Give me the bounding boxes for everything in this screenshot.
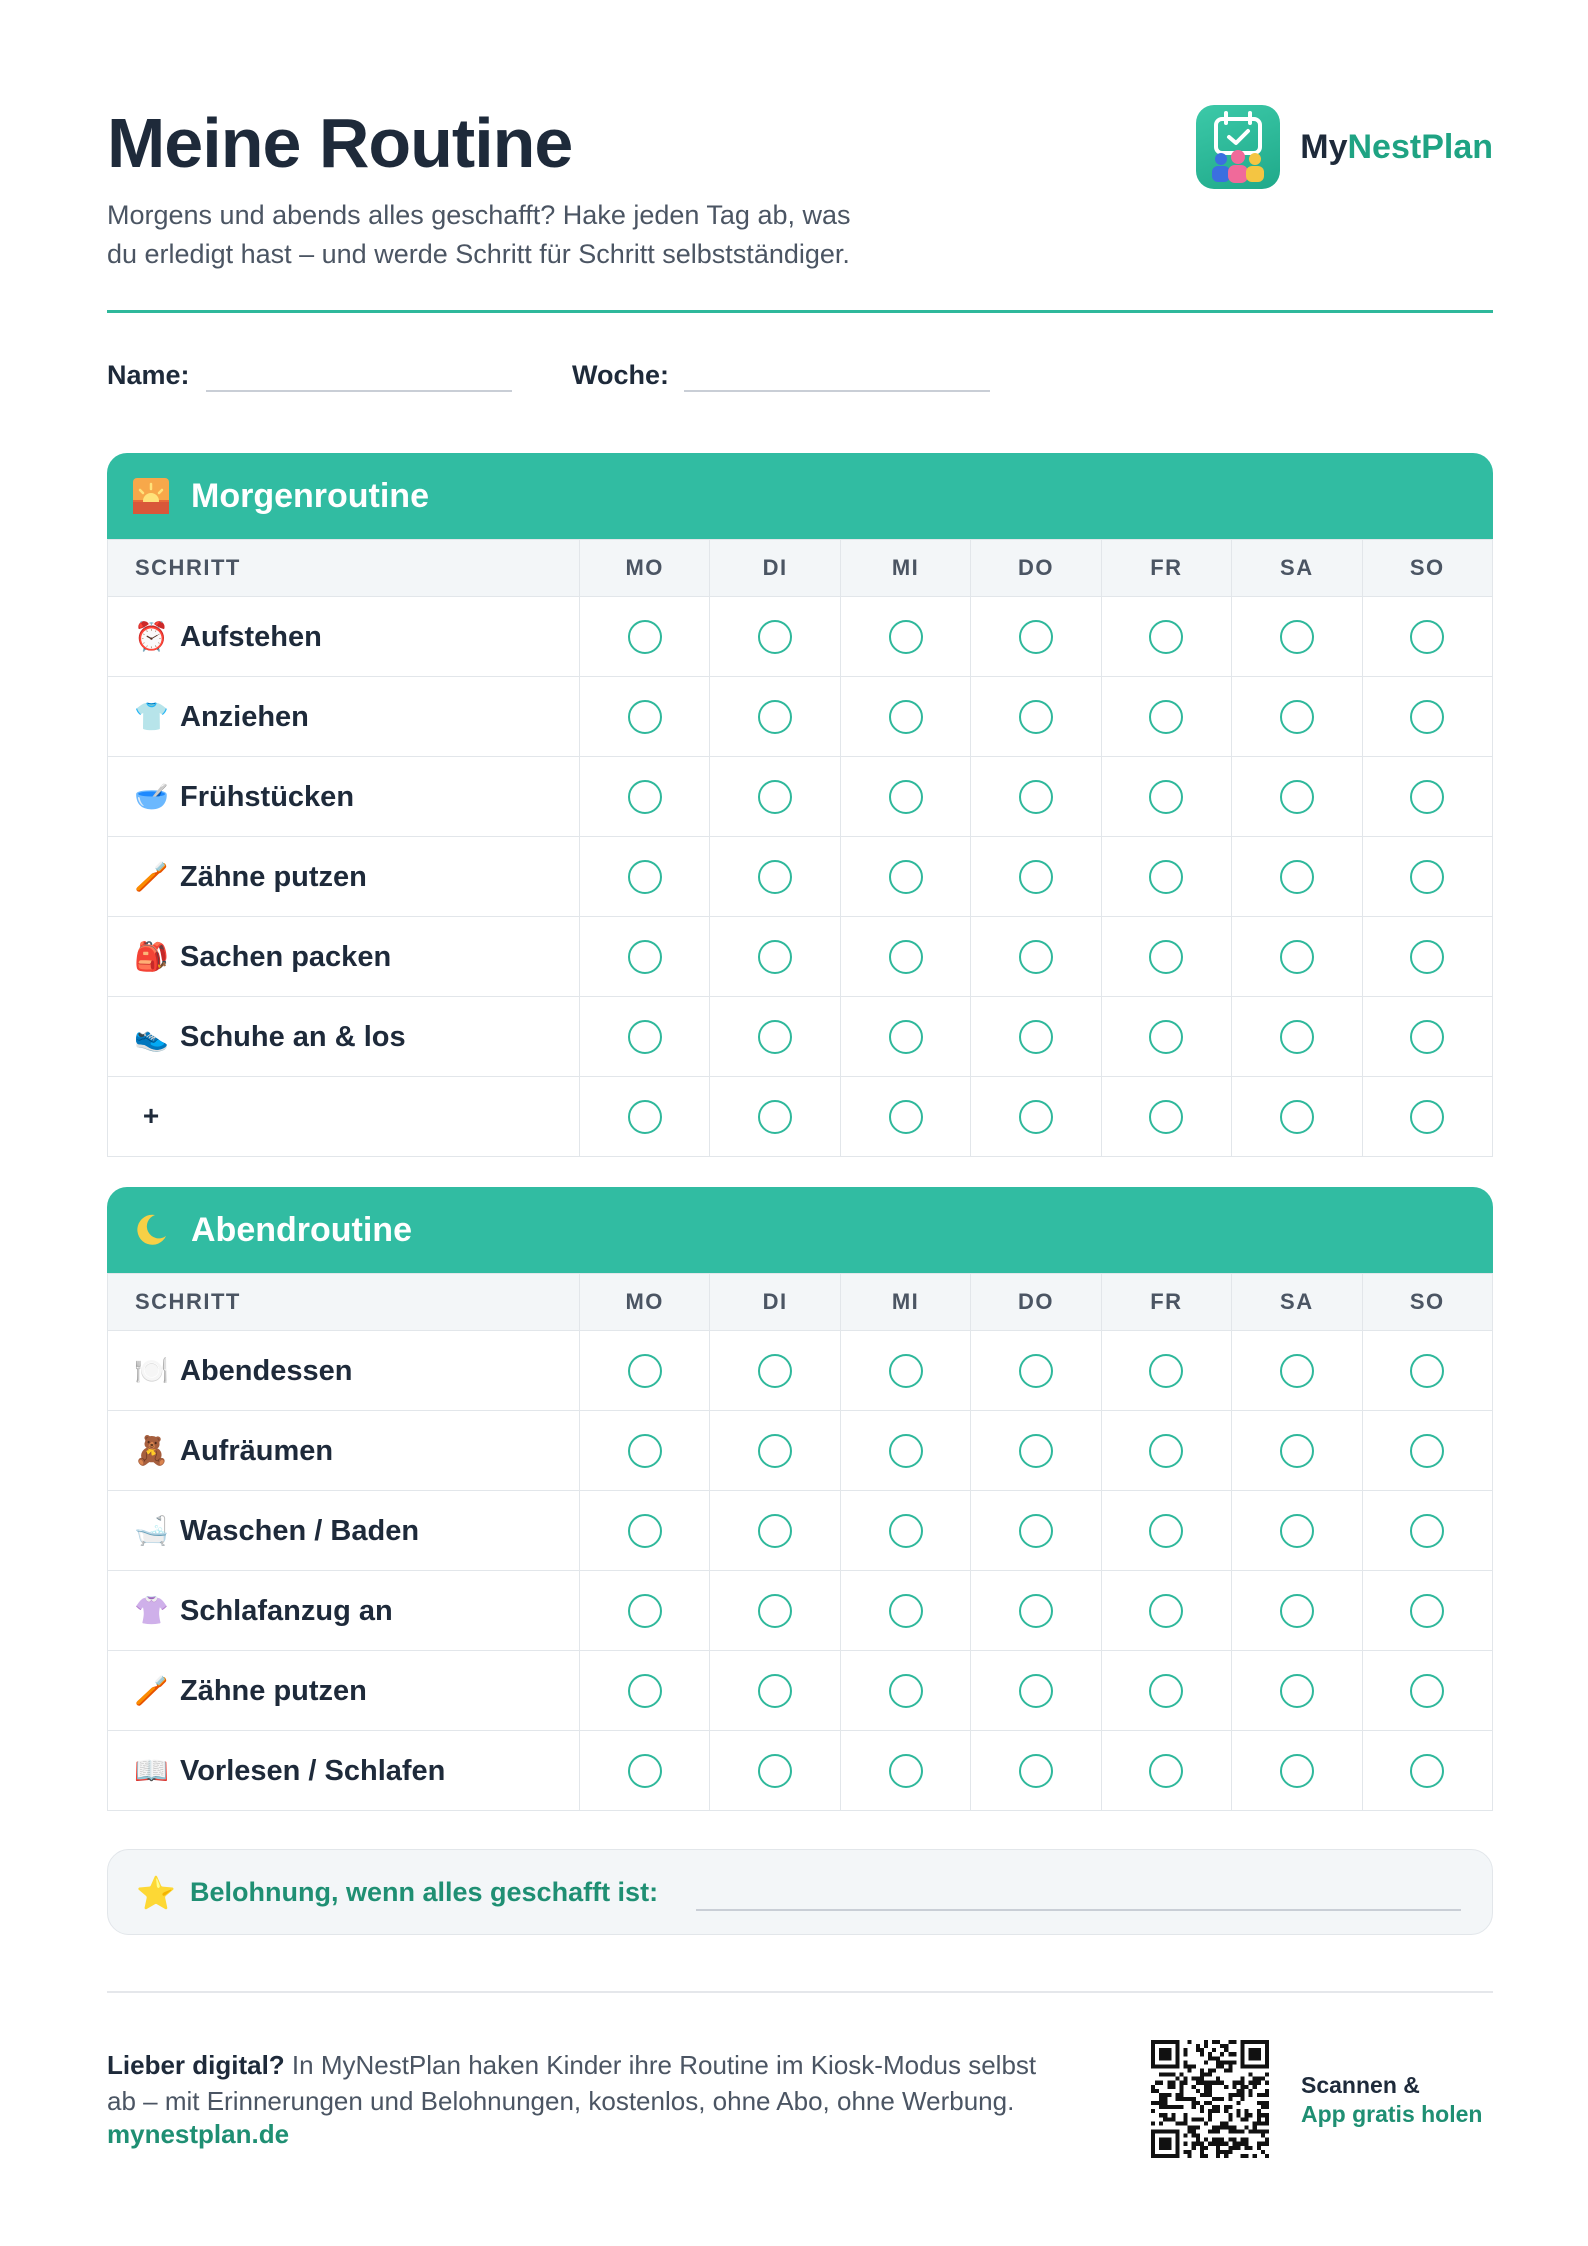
checkbox-di[interactable] xyxy=(758,620,792,654)
day-cell xyxy=(580,997,710,1077)
checkbox-sa[interactable] xyxy=(1280,1594,1314,1628)
checkbox-so[interactable] xyxy=(1410,1434,1444,1468)
checkbox-sa[interactable] xyxy=(1280,1674,1314,1708)
page-subtitle xyxy=(107,196,967,274)
checkbox-mi[interactable] xyxy=(889,780,923,814)
plate-icon: 🍽️ xyxy=(134,1354,169,1386)
day-cell xyxy=(971,757,1101,837)
checkbox-mi[interactable] xyxy=(889,1354,923,1388)
checkbox-do[interactable] xyxy=(1019,1514,1053,1548)
checkbox-fr[interactable] xyxy=(1149,860,1183,894)
checkbox-di[interactable] xyxy=(758,1434,792,1468)
day-cell xyxy=(840,1077,970,1157)
toothbrush-icon: 🪥 xyxy=(134,860,169,892)
day-cell xyxy=(710,1651,840,1731)
day-cell xyxy=(1362,917,1492,997)
day-cell xyxy=(1362,1077,1492,1157)
day-cell xyxy=(1362,677,1492,757)
teddy-bear-icon: 🧸 xyxy=(134,1434,169,1466)
day-header-so: SO xyxy=(1362,540,1492,597)
checkbox-mi[interactable] xyxy=(889,1514,923,1548)
day-header-mi: MI xyxy=(840,540,970,597)
day-cell xyxy=(710,757,840,837)
checkbox-mo[interactable] xyxy=(628,1354,662,1388)
day-cell xyxy=(1232,917,1362,997)
morning-header-row xyxy=(108,540,1493,597)
day-cell xyxy=(840,917,970,997)
checkbox-mo[interactable] xyxy=(628,1434,662,1468)
day-cell xyxy=(710,597,840,677)
step-column-header: SCHRITT xyxy=(108,1274,580,1331)
evening-header-row xyxy=(108,1274,1493,1331)
checkbox-mo[interactable] xyxy=(628,1754,662,1788)
day-cell xyxy=(580,1491,710,1571)
step-label: Zähne putzen xyxy=(180,860,367,893)
brand xyxy=(1196,105,1493,189)
day-cell xyxy=(1232,837,1362,917)
day-header-mo: MO xyxy=(580,1274,710,1331)
step-cell xyxy=(108,1411,580,1491)
checkbox-so[interactable] xyxy=(1410,1354,1444,1388)
checkbox-mo[interactable] xyxy=(628,1674,662,1708)
checkbox-fr[interactable] xyxy=(1149,1434,1183,1468)
day-cell xyxy=(1232,1077,1362,1157)
checkbox-sa[interactable] xyxy=(1280,940,1314,974)
checkbox-mo[interactable] xyxy=(628,1100,662,1134)
checkbox-do[interactable] xyxy=(1019,1674,1053,1708)
day-cell xyxy=(580,1331,710,1411)
checkbox-fr[interactable] xyxy=(1149,1514,1183,1548)
checkbox-so[interactable] xyxy=(1410,620,1444,654)
day-cell xyxy=(710,1331,840,1411)
checkbox-di[interactable] xyxy=(758,940,792,974)
alarm-clock-icon: ⏰ xyxy=(134,620,169,652)
footer-lead: Lieber digital? xyxy=(107,2050,285,2080)
table-row xyxy=(108,1731,1493,1811)
day-cell xyxy=(840,1411,970,1491)
week-input-line[interactable] xyxy=(684,390,990,392)
footer-text-line-2: ab – mit Erinnerungen und Belohnungen, kostenlos, ohne Abo, ohne Werbung. xyxy=(107,2086,1015,2116)
shirt-icon: 👕 xyxy=(134,700,169,732)
day-cell xyxy=(1232,1731,1362,1811)
table-row xyxy=(108,677,1493,757)
checkbox-so[interactable] xyxy=(1410,1754,1444,1788)
checkbox-do[interactable] xyxy=(1019,940,1053,974)
day-cell xyxy=(580,1731,710,1811)
day-cell xyxy=(971,677,1101,757)
day-cell xyxy=(580,597,710,677)
day-cell xyxy=(840,997,970,1077)
table-row xyxy=(108,1491,1493,1571)
checkbox-di[interactable] xyxy=(758,1674,792,1708)
checkbox-so[interactable] xyxy=(1410,1514,1444,1548)
day-cell xyxy=(1362,1491,1492,1571)
subtitle-line-1: Morgens und abends alles geschafft? Hake jeden Tag ab, was xyxy=(107,200,851,230)
checkbox-mo[interactable] xyxy=(628,1020,662,1054)
checkbox-do[interactable] xyxy=(1019,1020,1053,1054)
table-row xyxy=(108,757,1493,837)
day-cell xyxy=(971,917,1101,997)
checkbox-mo[interactable] xyxy=(628,1594,662,1628)
day-cell xyxy=(1232,597,1362,677)
checkbox-so[interactable] xyxy=(1410,1594,1444,1628)
day-cell xyxy=(710,677,840,757)
checkbox-mi[interactable] xyxy=(889,1754,923,1788)
day-cell xyxy=(1362,1331,1492,1411)
day-cell xyxy=(1232,677,1362,757)
day-cell xyxy=(1101,757,1231,837)
table-row xyxy=(108,1411,1493,1491)
step-cell xyxy=(108,677,580,757)
day-header-fr: FR xyxy=(1101,1274,1231,1331)
day-cell xyxy=(1362,1571,1492,1651)
day-cell xyxy=(1232,1571,1362,1651)
checkbox-do[interactable] xyxy=(1019,1100,1053,1134)
toothbrush-icon: 🪥 xyxy=(134,1674,169,1706)
day-cell xyxy=(1362,997,1492,1077)
day-cell xyxy=(971,1491,1101,1571)
checkbox-so[interactable] xyxy=(1410,1020,1444,1054)
step-cell xyxy=(108,1651,580,1731)
brand-suffix: NestPlan xyxy=(1347,127,1493,166)
checkbox-do[interactable] xyxy=(1019,620,1053,654)
morning-rows xyxy=(108,597,1493,1157)
week-label: Woche: xyxy=(572,360,670,390)
day-cell xyxy=(1101,1571,1231,1651)
table-row xyxy=(108,837,1493,917)
footer-text-line-1: In MyNestPlan haken Kinder ihre Routine im Kiosk-Modus selbst xyxy=(284,2050,1037,2080)
checkbox-sa[interactable] xyxy=(1280,1434,1314,1468)
day-header-mo: MO xyxy=(580,540,710,597)
day-cell xyxy=(710,917,840,997)
checkbox-do[interactable] xyxy=(1019,1354,1053,1388)
checkbox-do[interactable] xyxy=(1019,1754,1053,1788)
day-header-fr: FR xyxy=(1101,540,1231,597)
header xyxy=(107,0,1493,310)
day-cell xyxy=(710,1077,840,1157)
checkbox-di[interactable] xyxy=(758,780,792,814)
checkbox-do[interactable] xyxy=(1019,1594,1053,1628)
day-cell xyxy=(580,1651,710,1731)
checkbox-sa[interactable] xyxy=(1280,1514,1314,1548)
checkbox-do[interactable] xyxy=(1019,860,1053,894)
website-link[interactable]: mynestplan.de xyxy=(107,2119,290,2149)
checkbox-sa[interactable] xyxy=(1280,1354,1314,1388)
day-cell xyxy=(580,1077,710,1157)
checkbox-di[interactable] xyxy=(758,1754,792,1788)
day-cell xyxy=(971,1331,1101,1411)
day-cell xyxy=(580,837,710,917)
day-cell xyxy=(1101,1651,1231,1731)
name-week-fields xyxy=(107,360,1493,400)
checkbox-fr[interactable] xyxy=(1149,1100,1183,1134)
star-icon: ⭐ xyxy=(136,1875,176,1911)
table-row xyxy=(108,997,1493,1077)
day-cell xyxy=(1101,917,1231,997)
day-cell xyxy=(580,757,710,837)
step-label: Abendessen xyxy=(180,1354,353,1387)
checkbox-do[interactable] xyxy=(1019,780,1053,814)
day-cell xyxy=(971,997,1101,1077)
brand-prefix: My xyxy=(1300,127,1348,166)
step-cell xyxy=(108,1331,580,1411)
checkbox-sa[interactable] xyxy=(1280,860,1314,894)
morning-routine-header xyxy=(107,453,1493,539)
morning-routine-section xyxy=(107,453,1493,1157)
step-cell xyxy=(108,1731,580,1811)
qr-caption xyxy=(1301,2071,1482,2129)
day-cell xyxy=(1101,1331,1231,1411)
name-label: Name: xyxy=(107,360,190,390)
checkbox-mi[interactable] xyxy=(889,700,923,734)
sneaker-icon: 👟 xyxy=(134,1020,169,1052)
day-cell xyxy=(971,1571,1101,1651)
checkbox-di[interactable] xyxy=(758,1020,792,1054)
reward-input-line[interactable] xyxy=(696,1909,1461,1911)
day-cell xyxy=(1362,837,1492,917)
brand-name xyxy=(1300,128,1493,167)
day-cell xyxy=(840,837,970,917)
checkbox-mo[interactable] xyxy=(628,1514,662,1548)
qr-code-icon[interactable] xyxy=(1151,2040,1269,2158)
qr-caption-line-1: Scannen & xyxy=(1301,2072,1420,2098)
day-header-so: SO xyxy=(1362,1274,1492,1331)
day-cell xyxy=(1232,1491,1362,1571)
checkbox-di[interactable] xyxy=(758,700,792,734)
day-cell xyxy=(1101,677,1231,757)
day-cell xyxy=(971,597,1101,677)
checkbox-fr[interactable] xyxy=(1149,1020,1183,1054)
day-cell xyxy=(1101,1077,1231,1157)
day-cell xyxy=(971,1077,1101,1157)
checkbox-so[interactable] xyxy=(1410,860,1444,894)
day-cell xyxy=(580,677,710,757)
step-label: Frühstücken xyxy=(180,780,355,813)
step-cell xyxy=(108,597,580,677)
day-cell xyxy=(1101,1731,1231,1811)
day-cell xyxy=(1362,757,1492,837)
day-cell xyxy=(1232,1411,1362,1491)
day-cell xyxy=(710,1731,840,1811)
day-cell xyxy=(840,1491,970,1571)
step-label: Sachen packen xyxy=(180,940,392,973)
step-label: Vorlesen / Schlafen xyxy=(180,1754,446,1787)
day-cell xyxy=(1232,997,1362,1077)
bathtub-icon: 🛁 xyxy=(134,1514,169,1546)
step-cell xyxy=(108,757,580,837)
checkbox-mo[interactable] xyxy=(628,700,662,734)
day-cell xyxy=(1362,597,1492,677)
reward-label: Belohnung, wenn alles geschafft ist: xyxy=(190,1877,659,1907)
day-cell xyxy=(1232,757,1362,837)
checkbox-so[interactable] xyxy=(1410,1100,1444,1134)
footer-divider xyxy=(107,1991,1493,1993)
checkbox-sa[interactable] xyxy=(1280,1020,1314,1054)
checkbox-do[interactable] xyxy=(1019,700,1053,734)
checkbox-mo[interactable] xyxy=(628,780,662,814)
day-cell xyxy=(580,917,710,997)
checkbox-fr[interactable] xyxy=(1149,620,1183,654)
footer-text xyxy=(107,2047,1107,2119)
checkbox-mi[interactable] xyxy=(889,620,923,654)
day-cell xyxy=(840,1731,970,1811)
checkbox-sa[interactable] xyxy=(1280,620,1314,654)
table-row xyxy=(108,1077,1493,1157)
day-cell xyxy=(1362,1651,1492,1731)
crescent-moon-icon xyxy=(133,1212,169,1248)
day-cell xyxy=(1101,997,1231,1077)
step-column-header: SCHRITT xyxy=(108,540,580,597)
step-cell xyxy=(108,917,580,997)
day-cell xyxy=(840,597,970,677)
day-cell xyxy=(840,1571,970,1651)
day-cell xyxy=(1101,1491,1231,1571)
checkbox-sa[interactable] xyxy=(1280,700,1314,734)
checkbox-di[interactable] xyxy=(758,1354,792,1388)
day-cell xyxy=(1101,837,1231,917)
checkbox-mi[interactable] xyxy=(889,1674,923,1708)
checkbox-do[interactable] xyxy=(1019,1434,1053,1468)
table-row xyxy=(108,1571,1493,1651)
day-cell xyxy=(971,1651,1101,1731)
checkbox-fr[interactable] xyxy=(1149,1354,1183,1388)
step-label: Aufstehen xyxy=(180,620,322,653)
checkbox-di[interactable] xyxy=(758,860,792,894)
day-cell xyxy=(710,837,840,917)
checkbox-so[interactable] xyxy=(1410,700,1444,734)
day-cell xyxy=(971,837,1101,917)
name-input-line[interactable] xyxy=(206,390,512,392)
checkbox-fr[interactable] xyxy=(1149,1754,1183,1788)
day-cell xyxy=(840,757,970,837)
subtitle-line-2: du erledigt hast – und werde Schritt für Schritt selbstständiger. xyxy=(107,239,850,269)
checkbox-so[interactable] xyxy=(1410,940,1444,974)
day-cell xyxy=(840,1651,970,1731)
day-header-do: DO xyxy=(971,540,1101,597)
checkbox-sa[interactable] xyxy=(1280,1754,1314,1788)
table-row xyxy=(108,917,1493,997)
morning-routine-table xyxy=(107,539,1493,1157)
day-header-sa: SA xyxy=(1232,1274,1362,1331)
step-cell xyxy=(108,1491,580,1571)
backpack-icon: 🎒 xyxy=(134,940,169,972)
checkbox-fr[interactable] xyxy=(1149,700,1183,734)
bowl-icon: 🥣 xyxy=(134,780,169,812)
evening-routine-section xyxy=(107,1187,1493,1811)
day-cell xyxy=(580,1571,710,1651)
qr-caption-line-2: App gratis holen xyxy=(1301,2101,1483,2127)
calendar-family-icon xyxy=(1196,105,1280,189)
day-cell xyxy=(1232,1651,1362,1731)
checkbox-mi[interactable] xyxy=(889,1100,923,1134)
day-cell xyxy=(1101,1411,1231,1491)
checkbox-sa[interactable] xyxy=(1280,780,1314,814)
sunrise-icon xyxy=(133,478,169,514)
day-cell xyxy=(1232,1331,1362,1411)
day-cell xyxy=(971,1411,1101,1491)
day-cell xyxy=(1362,1731,1492,1811)
day-cell xyxy=(1362,1411,1492,1491)
checkbox-mi[interactable] xyxy=(889,1594,923,1628)
plus-icon: + xyxy=(142,1100,160,1131)
table-row xyxy=(108,1331,1493,1411)
table-row xyxy=(108,597,1493,677)
checkbox-di[interactable] xyxy=(758,1514,792,1548)
pajama-icon: 👚 xyxy=(134,1594,169,1626)
checkbox-fr[interactable] xyxy=(1149,780,1183,814)
step-cell xyxy=(108,997,580,1077)
checkbox-mo[interactable] xyxy=(628,940,662,974)
step-cell xyxy=(108,1077,580,1157)
day-header-do: DO xyxy=(971,1274,1101,1331)
evening-routine-table xyxy=(107,1273,1493,1811)
step-label: Aufräumen xyxy=(180,1434,334,1467)
checkbox-di[interactable] xyxy=(758,1100,792,1134)
checkbox-fr[interactable] xyxy=(1149,1594,1183,1628)
day-header-di: DI xyxy=(710,540,840,597)
checkbox-sa[interactable] xyxy=(1280,1100,1314,1134)
day-cell xyxy=(840,677,970,757)
day-cell xyxy=(1101,597,1231,677)
evening-routine-title: Abendroutine xyxy=(191,1210,412,1249)
step-label: Zähne putzen xyxy=(180,1674,367,1707)
routine-page xyxy=(107,0,1493,2149)
checkbox-di[interactable] xyxy=(758,1594,792,1628)
evening-routine-header xyxy=(107,1187,1493,1273)
table-row xyxy=(108,1651,1493,1731)
day-header-mi: MI xyxy=(840,1274,970,1331)
reward-box xyxy=(107,1849,1493,1935)
checkbox-mi[interactable] xyxy=(889,940,923,974)
checkbox-so[interactable] xyxy=(1410,1674,1444,1708)
day-cell xyxy=(840,1331,970,1411)
checkbox-fr[interactable] xyxy=(1149,1674,1183,1708)
step-label: Schuhe an & los xyxy=(180,1020,406,1053)
morning-routine-title: Morgenroutine xyxy=(191,476,429,515)
evening-rows xyxy=(108,1331,1493,1811)
step-label: Waschen / Baden xyxy=(180,1514,420,1547)
checkbox-mo[interactable] xyxy=(628,620,662,654)
header-divider xyxy=(107,310,1493,313)
day-cell xyxy=(710,1571,840,1651)
checkbox-mi[interactable] xyxy=(889,1434,923,1468)
checkbox-so[interactable] xyxy=(1410,780,1444,814)
step-cell xyxy=(108,837,580,917)
step-cell xyxy=(108,1571,580,1651)
step-label: Schlafanzug an xyxy=(180,1594,393,1627)
checkbox-mo[interactable] xyxy=(628,860,662,894)
checkbox-mi[interactable] xyxy=(889,860,923,894)
day-header-sa: SA xyxy=(1232,540,1362,597)
day-cell xyxy=(710,1411,840,1491)
book-icon: 📖 xyxy=(134,1754,169,1786)
checkbox-fr[interactable] xyxy=(1149,940,1183,974)
step-label: Anziehen xyxy=(180,700,309,733)
day-header-di: DI xyxy=(710,1274,840,1331)
day-cell xyxy=(580,1411,710,1491)
page-title: Meine Routine xyxy=(107,104,573,182)
day-cell xyxy=(971,1731,1101,1811)
day-cell xyxy=(710,997,840,1077)
day-cell xyxy=(710,1491,840,1571)
checkbox-mi[interactable] xyxy=(889,1020,923,1054)
